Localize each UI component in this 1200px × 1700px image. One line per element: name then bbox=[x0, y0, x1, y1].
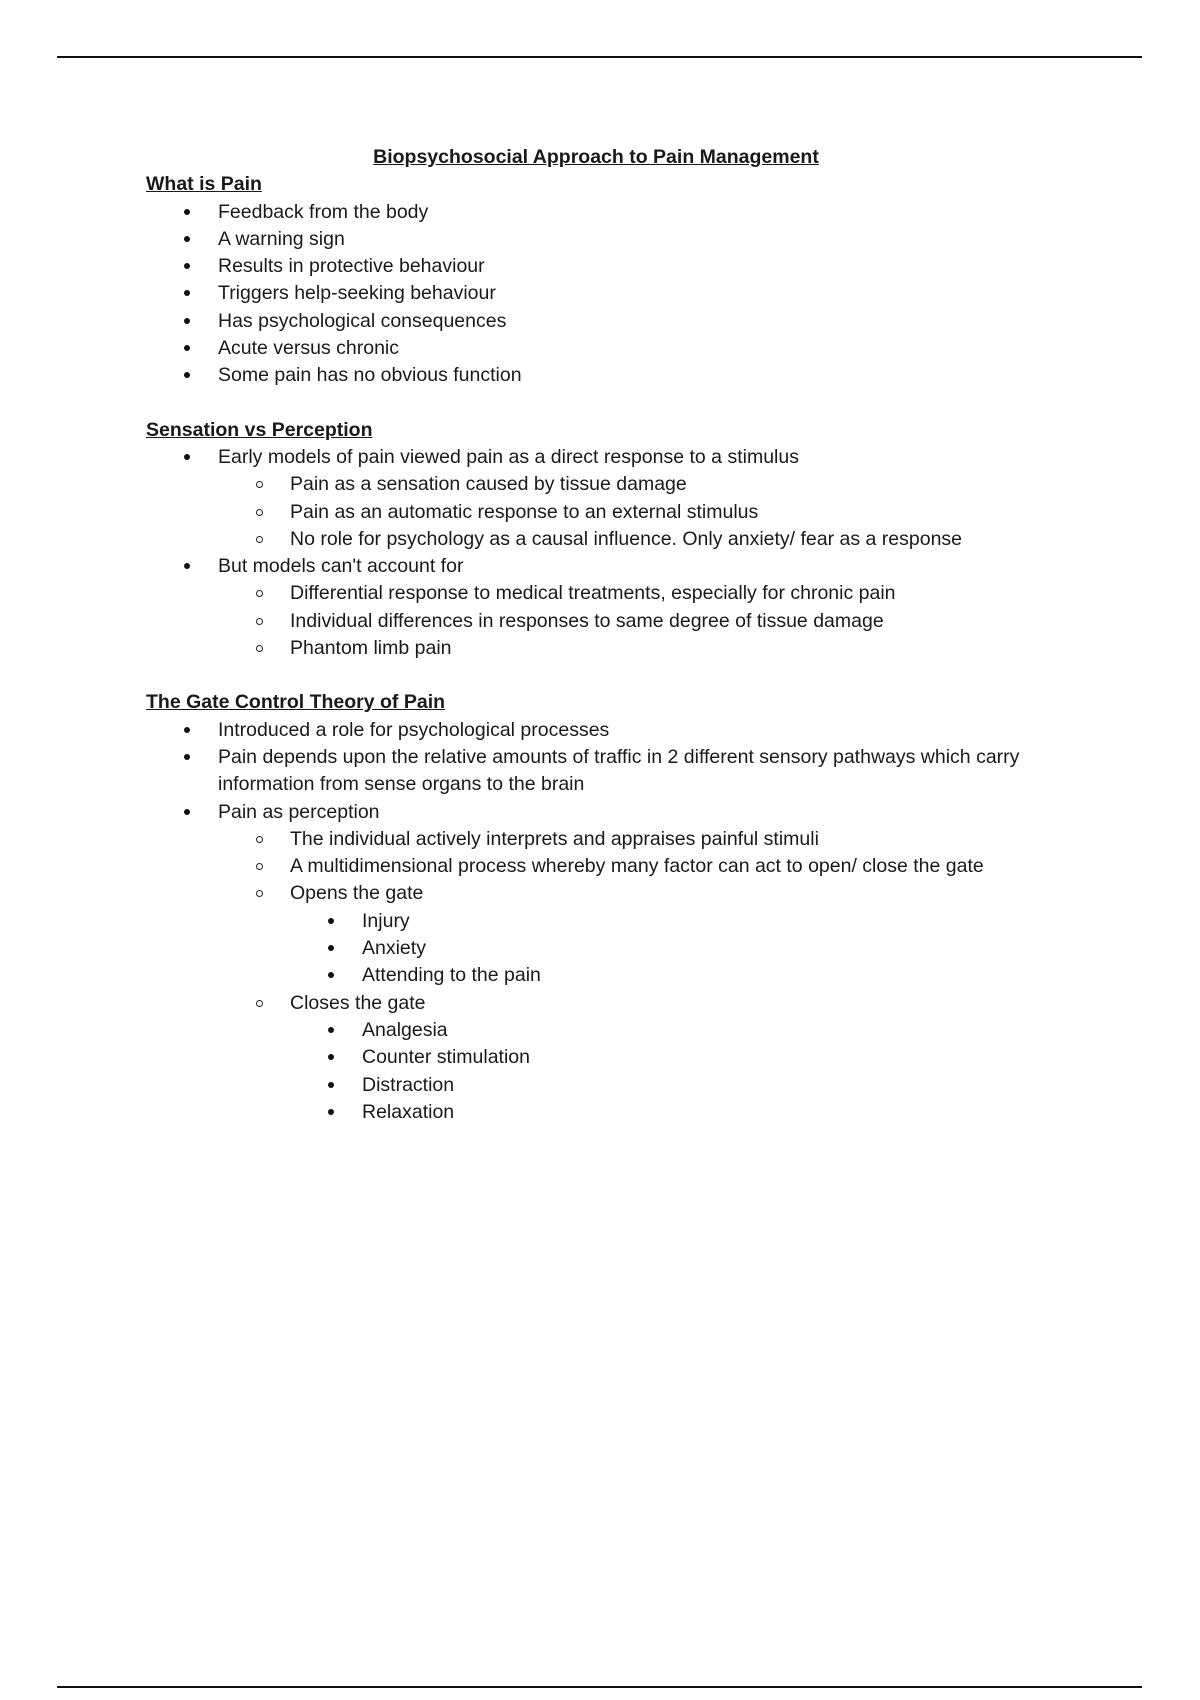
spacer bbox=[146, 662, 1046, 689]
document-page bbox=[146, 144, 1046, 1126]
list-item: Pain as perception The individual actively interprets and appraises painful stimuli A multidimensional process whereby many factor can act to open/ close the gate Opens the gate Injury Anxiety Attending to the pain Closes the gate Analgesia Counter stimulation Distraction Relaxation bbox=[146, 799, 1046, 1127]
list-item: Triggers help-seeking behaviour bbox=[218, 282, 496, 305]
list-item: Has psychological consequences bbox=[218, 309, 507, 332]
sub-sub-list-item: Attending to the pain bbox=[362, 964, 541, 987]
list-item: But models can't account for Differential response to medical treatments, especially for chronic pain Individual differences in responses to same degree of tissue damage Phantom limb pain bbox=[146, 553, 1046, 662]
section-heading-gate-control-theory: The Gate Control Theory of Pain bbox=[146, 691, 446, 714]
sub-list-item: A multidimensional process whereby many factor can act to open/ close the gate bbox=[290, 855, 984, 878]
sub-list-item: Closes the gate Analgesia Counter stimulation Distraction Relaxation bbox=[218, 990, 1046, 1126]
sub-list-item: Differential response to medical treatments, especially for chronic pain bbox=[290, 582, 896, 605]
sub-list bbox=[146, 826, 1046, 1126]
list-item: Introduced a role for psychological processes bbox=[218, 718, 610, 741]
bullet-list bbox=[146, 444, 1046, 662]
footer-rule bbox=[57, 1686, 1142, 1688]
sub-sub-list-item: Counter stimulation bbox=[362, 1046, 530, 1069]
sub-list-item: Phantom limb pain bbox=[290, 637, 452, 660]
sub-sub-list-item: Anxiety bbox=[362, 937, 426, 960]
sub-list-item: The individual actively interprets and appraises painful stimuli bbox=[290, 827, 819, 850]
section-heading-what-is-pain: What is Pain bbox=[146, 173, 262, 196]
sub-sub-list bbox=[218, 1017, 1046, 1126]
sub-sub-list bbox=[218, 908, 1046, 990]
sub-list-item: Individual differences in responses to same degree of tissue damage bbox=[290, 609, 884, 632]
spacer bbox=[146, 390, 1046, 417]
sub-sub-list-item: Relaxation bbox=[362, 1100, 455, 1123]
sub-list-item: Pain as a sensation caused by tissue damage bbox=[290, 473, 687, 496]
sub-list bbox=[146, 471, 1046, 553]
list-item: Acute versus chronic bbox=[218, 337, 399, 360]
bullet-list bbox=[146, 717, 1046, 1126]
header-rule bbox=[57, 56, 1142, 58]
list-item: A warning sign bbox=[218, 227, 345, 250]
list-item: Early models of pain viewed pain as a direct response to a stimulus Pain as a sensation caused by tissue damage Pain as an automatic response to an external stimulus No role for psychology as a causal influence. Only anxiety/ fear as a response bbox=[146, 444, 1046, 553]
bullet-list bbox=[146, 199, 1046, 390]
sub-list-item: No role for psychology as a causal influence. Only anxiety/ fear as a response bbox=[290, 527, 963, 550]
list-item: Pain depends upon the relative amounts of traffic in 2 different sensory pathways which carry information from sense organs to the brain bbox=[218, 745, 1020, 796]
list-item: Results in protective behaviour bbox=[218, 255, 485, 278]
document-title: Biopsychosocial Approach to Pain Management bbox=[373, 146, 819, 168]
sub-list-item: Opens the gate Injury Anxiety Attending to the pain bbox=[218, 880, 1046, 989]
list-item: Some pain has no obvious function bbox=[218, 364, 522, 387]
list-item: Feedback from the body bbox=[218, 200, 429, 223]
sub-list bbox=[146, 580, 1046, 662]
sub-sub-list-item: Analgesia bbox=[362, 1018, 448, 1041]
section-heading-sensation-vs-perception: Sensation vs Perception bbox=[146, 418, 373, 441]
sub-list-item: Pain as an automatic response to an external stimulus bbox=[290, 500, 759, 523]
sub-sub-list-item: Injury bbox=[362, 909, 410, 932]
sub-sub-list-item: Distraction bbox=[362, 1073, 455, 1096]
